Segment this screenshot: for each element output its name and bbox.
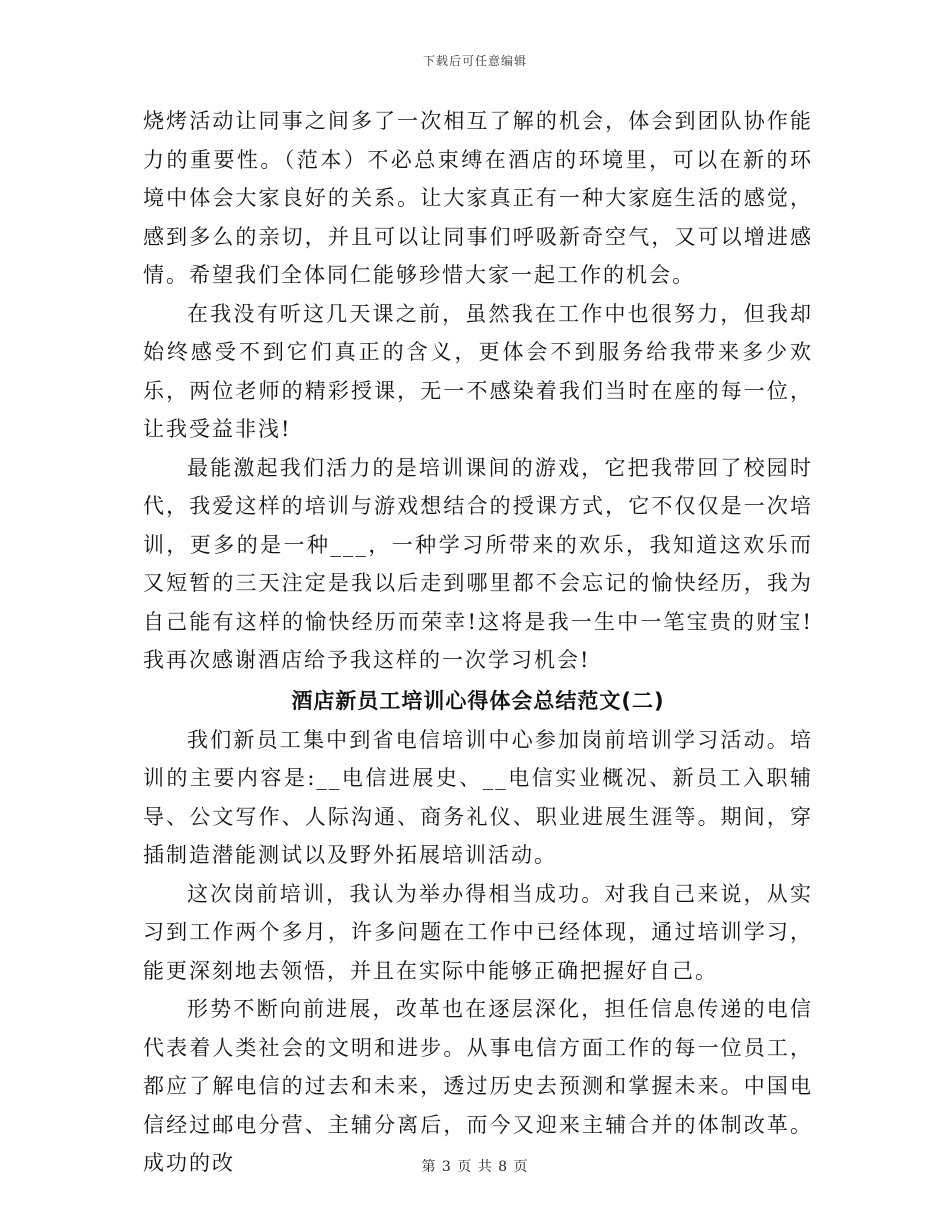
paragraph: 形势不断向前进展，改革也在逐层深化，担任信息传递的电信代表着人类社会的文明和进步。从事电信方面工作的每一位员工，都应了解电信的过去和未来，透过历史去预测和掌握未来。中国电信经过邮电分营、主辅分离后，而今又迎来主辅合并的体制改革。成功的改: [143, 997, 813, 1175]
paragraph: 在我没有听这几天课之前，虽然我在工作中也很努力，但我却始终感受不到它们真正的含义，更体会不到服务给我带来多少欢乐，两位老师的精彩授课，无一不感染着我们当时在座的每一位，让我受益非浅!: [143, 301, 813, 441]
paragraph: 最能激起我们活力的是培训课间的游戏，它把我带回了校园时代，我爱这样的培训与游戏想结合的授课方式，它不仅仅是一次培训，更多的是一种___，一种学习所带来的欢乐，我知道这欢乐而又短暂的三天注定是我以后走到哪里都不会忘记的愉快经历，我为自己能有这样的愉快经历而荣幸!这将是我一生中一笔宝贵的财宝!我再次感谢酒店给予我这样的一次学习机会!: [143, 455, 813, 672]
section-title: 酒店新员工培训心得体会总结范文(二): [291, 688, 665, 713]
page-footer: 第 3 页 共 8 页: [421, 1159, 529, 1175]
paragraph: 我们新员工集中到省电信培训中心参加岗前培训学习活动。培训的主要内容是:__电信进展史、__电信实业概况、新员工入职辅导、公文写作、人际沟通、商务礼仪、职业进展生涯等。期间，穿插制造潜能测试以及野外拓展培训活动。: [143, 727, 813, 867]
page-header: 下载后可任意编辑: [422, 54, 527, 68]
document-body: [143, 102, 813, 1183]
paragraph: 这次岗前培训，我认为举办得相当成功。对我自己来说，从实习到工作两个多月，许多问题在工作中已经体现，通过培训学习，能更深刻地去领悟，并且在实际中能够正确把握好自己。: [143, 881, 813, 983]
paragraph: 烧烤活动让同事之间多了一次相互了解的机会，体会到团队协作能力的重要性。（范本）不必总束缚在酒店的环境里，可以在新的环境中体会大家良好的关系。让大家真正有一种大家庭生活的感觉，感到多么的亲切，并且可以让同事们呼吸新奇空气，又可以增进感情。希望我们全体同仁能够珍惜大家一起工作的机会。: [143, 109, 813, 287]
